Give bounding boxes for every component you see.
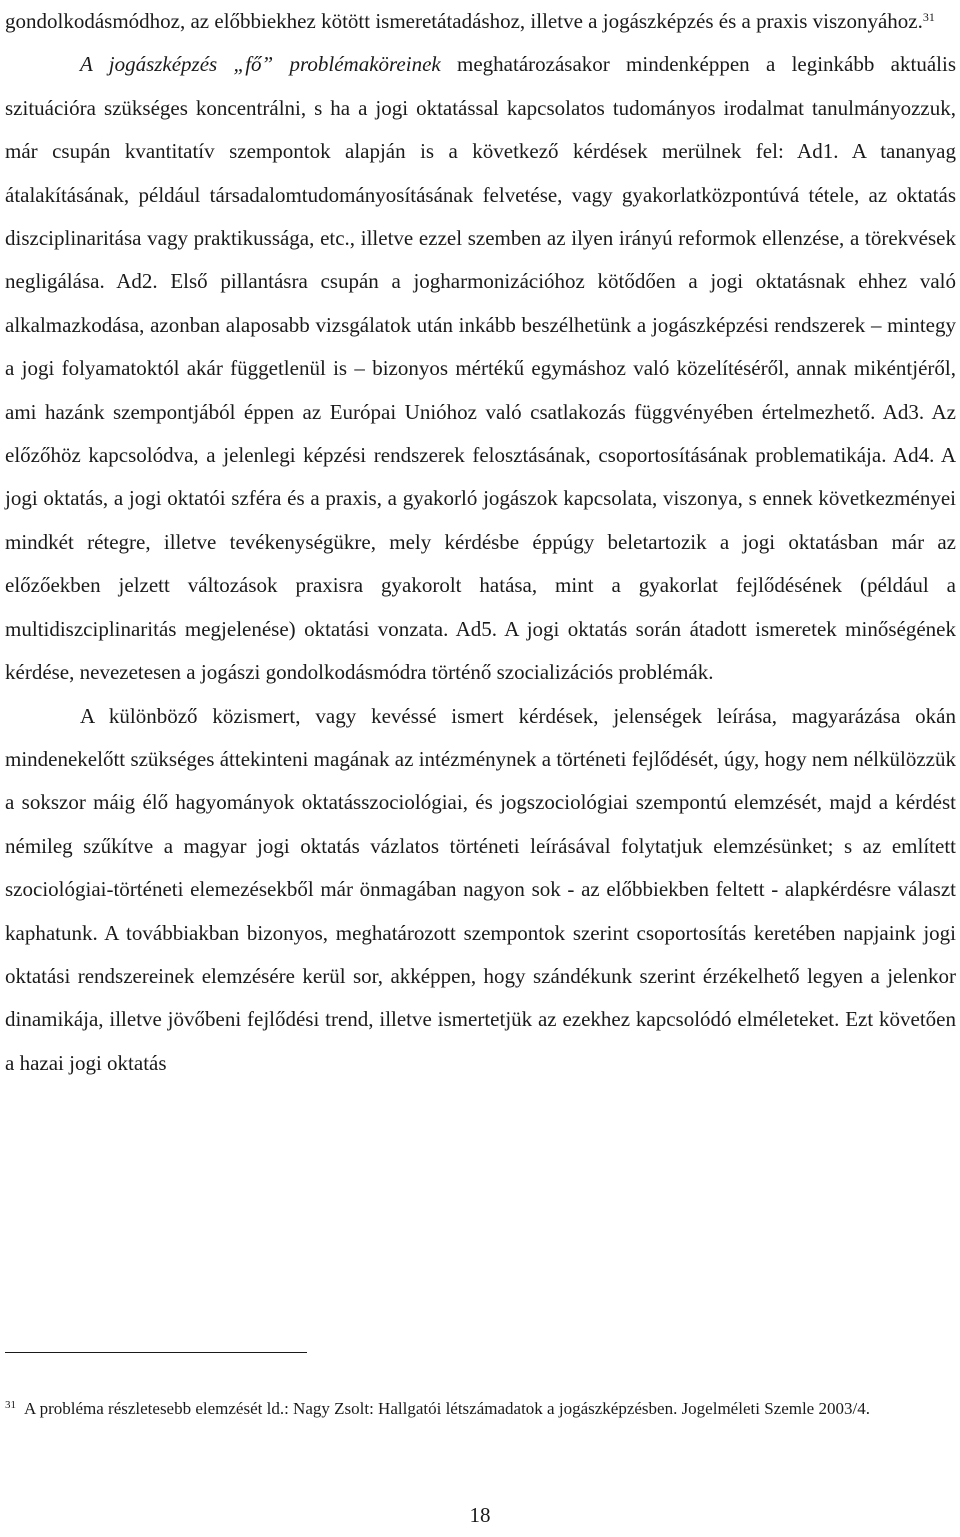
paragraph-text: meghatározásakor mindenképpen a leginkább aktuális szituációra szükséges koncentrálni, s ha a jogi oktatással kapcsolatos tudományos irodalmat tanulmányozzuk, már csupán kvantitatív szempontok alapján is a következő kérdések merülnek fel: Ad1. A tananyag átalakításának, például társadalomtudományosításának felvetése, vagy gyakorlatközpontúvá tétele, az oktatás diszciplinaritása vagy praktikussága, etc., illetve ezzel szemben az ilyen irányú reformok ellenzése, a törekvések negligálása. Ad2. Első pillantásra csupán a jogharmonizációhoz kötődően a jogi oktatásnak ehhez való alkalmazkodása, azonban alaposabb vizsgálatok után inkább beszélhetünk a jogászképzési rendszerek – mintegy a jogi folyamatoktól akár függetlenül is – bizonyos mértékű egymáshoz való közelítéséről, annak mikéntjéről, ami hazánk szempontjából éppen az Európai Unióhoz való csatlakozás függvényében értelmezhető. Ad3. Az előzőhöz kapcsolódva, a jelenlegi képzési rendszerek felosztásának, csoportosításának problematikája. Ad4. A jogi oktatás, a jogi oktatói szféra és a praxis, a gyakorló jogászok kapcsolata, viszonya, s ennek következményei mindkét rétegre, illetve tevékenységükre, mely kérdésbe éppúgy beletartozik a jogi oktatásban már az előzőekben jelzett változások praxisra gyakorolt hatása, mint a gyakorlat fejlődésének (például a multidiszciplinaritás megjelenése) oktatási vonzata. Ad5. A jogi oktatás során átadott ismeretek minőségének kérdése, nevezetesen a jogászi gondolkodásmódra történő szocializációs problémák. bbox=[5, 52, 956, 685]
footnote-mark: 31 bbox=[5, 1399, 16, 1411]
footnote-reference: 31 bbox=[922, 10, 935, 24]
page-number: 18 bbox=[469, 1503, 491, 1527]
paragraph-text: gondolkodásmódhoz, az előbbiekhez kötött ismeretátadáshoz, illetve a jogászképzés és a praxis viszonyához. bbox=[5, 9, 923, 33]
footnote-separator bbox=[5, 1352, 307, 1353]
paragraph bbox=[5, 0, 956, 43]
footnote bbox=[5, 1390, 956, 1427]
emphasized-text: A jogászképzés „fő” problémaköreinek bbox=[80, 52, 441, 77]
paragraph-text: A különböző közismert, vagy kevéssé ismert kérdések, jelenségek leírása, magyarázása okán mindenekelőtt szükséges áttekinteni magának az intézménynek a történeti fejlődését, úgy, hogy nem nélkülözzük a sokszor máig élő hagyományok oktatásszociológiai, és jogszociológiai szempontú elemzését, majd a kérdést némileg szűkítve a magyar jogi oktatás vázlatos történeti leírásával folytatjuk elemzésünket; s az említett szociológiai-történeti elemezésekből már önmagában nagyon sok - az előbbiekben feltett - alapkérdésre választ kaphatunk. A továbbiakban bizonyos, meghatározott szempontok szerint csoportosítás keretében napjaink jogi oktatási rendszereinek elemzésére kerül sor, akképpen, hogy szándékunk szerint érzékelhető legyen a jelenkor dinamikája, illetve jövőbeni fejlődési trend, illetve ismertetjük az ezekhez kapcsolódó elméleteket. Ezt követően a hazai jogi oktatás bbox=[5, 703, 956, 1075]
paragraph bbox=[5, 695, 956, 1086]
paragraph bbox=[5, 43, 956, 694]
footnote-text: A probléma részletesebb elemzését ld.: Nagy Zsolt: Hallgatói létszámadatok a jogászképzésben. Jogelméleti Szemle 2003/4. bbox=[24, 1399, 870, 1418]
body-text bbox=[5, 0, 956, 1085]
